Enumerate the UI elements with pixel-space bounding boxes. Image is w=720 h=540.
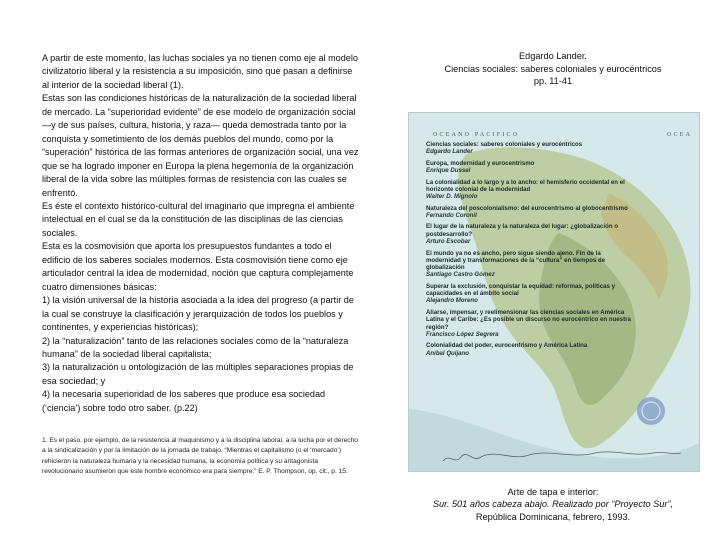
book-cover-image [408,112,700,472]
toc-title: Colonialidad del poder, eurocentrismo y América Latina [426,342,588,350]
toc-title: Europa, modernidad y eurocentrismo [426,159,535,167]
ocean-label-pacific: OCEANO PACIFICO [433,132,520,138]
source-credit [408,50,698,88]
toc-author: Francisco López Segrera [426,330,499,338]
toc-entry [426,283,634,305]
emblem [637,397,665,425]
dimension-3: 3) la naturalización u ontologización de las múltiples separaciones propias de esa sociedad; y [42,362,354,386]
credit-title: Ciencias sociales: saberes coloniales y eurocéntricos [444,63,662,74]
toc-author: Alejandro Moreno [426,297,478,305]
toc-title: El mundo ya no es ancho, pero sigue siendo ajeno. Fin de la modernidad y transformaciones de la “cultura” en tiempos de globalización [426,249,606,272]
caption-line-2: Sur. 501 años cabeza abajo. Realizado por “Proyecto Sur”, [432,499,674,510]
paragraph-2: Estas son las condiciones históricas de la naturalización de la sociedad liberal de mercado. La “superioridad evidente” de ese modelo de organización social —y de sus países, cultura, historia, y raza— queda demostrada tanto por la conquista y sometimiento de los demás pueblos del mundo, como por la “superación” histórica de las formas anteriores de organización social, una vez que se ha logrado imponer en Europa la plena hegemonía de la organización liberal de la vida sobre las múltiples formas de resistencia con las cuales se enfrentó. [42,93,359,198]
caption-line-1: Arte de tapa e interior: [507,487,599,497]
toc-author: Fernando Coronil [426,211,477,219]
dimension-2: 2) la “naturalización” tanto de las relaciones sociales como de la “naturaleza humana” de la sociedad liberal capitalista; [42,335,349,359]
toc-title: Naturaleza del poscolonialismo: del eurocentrismo al globocentrismo [426,204,628,212]
footnote-text: 1. Es el paso, por ejemplo, de la resistencia al maquinismo y a la disciplina laboral, a la lucha por el derecho a la sindicalización y por la limitación de la jornada de trabajo. “Mientras el capitalismo (o el ‘mercado’) rehicieron la naturaleza humana y la necesidad humana, la economía política y su antagonista revolucionario asumieron que este hombre económico era para siempre.” E. P. Thompson, op. cit., p. 15. [42,437,358,476]
toc-title: Aliarse, impensar, y reelimensionar las ciencias sociales en América Latina y el Caribe: ¿Es posible un discurso no eurocéntrico en nuestra región? [426,308,631,331]
credit-pages: pp. 11-41 [533,76,573,86]
toc-entry [426,141,634,156]
ocean-label-right: OCEA [667,132,693,138]
image-caption [408,486,698,523]
toc-entry [426,223,634,245]
toc-title: La colonialidad a lo largo y a lo ancho: el hemisferio occidental en el horizonte colonial de la modernidad [426,178,625,193]
toc-author: Walter D. Mignolo [426,193,478,201]
toc-entry [426,309,634,338]
caption-line-3: República Dominicana, febrero, 1993. [475,511,631,522]
toc-entry [426,250,634,279]
dimension-1: 1) la visión universal de la historia asociada a la idea del progreso (a partir de la cual se construye la clasificación y jerarquización de todos los pueblos y continentes, y experiencias históricas); [42,295,354,333]
toc-title: Superar la exclusión, conquistar la equidad: reformas, políticas y capacidades en el ámbito social [426,282,615,298]
toc-title: Ciencias sociales: saberes coloniales y eurocéntricos [426,141,583,148]
paragraph-4: Esta es la cosmovisión que aporta los presupuestos fundantes a todo el edificio de los saberes sociales modernos. Esta cosmovisión tiene como eje articulador central la idea de modernidad, noción que captura complejamente cuatro dimensiones básicas: [42,241,354,292]
main-text [42,52,360,415]
toc-entry [426,342,634,357]
toc-author: Aníbal Quijano [426,349,469,357]
footnote [42,436,360,478]
toc-author: Arturo Escobar [426,238,471,246]
credit-author: Edgardo Lander. [519,51,587,61]
toc-author: Enrique Dussel [426,167,471,175]
toc-author: Edgardo Lander [426,148,473,156]
toc-entry [426,179,634,201]
paragraph-3: Es éste el contexto histórico-cultural del imaginario que impregna el ambiente intelectual en el cual se da la constitución de las disciplinas de las ciencias sociales. [42,200,355,238]
dimension-4: 4) la necesaria superioridad de los saberes que produce esa sociedad (‘ciencia’) sobre todo otro saber. (p.22) [42,389,326,413]
toc-title: El lugar de la naturaleza y la naturaleza del lugar: ¿globalización o postdesarrollo? [426,223,619,238]
toc-author: Santiago Castro Gómez [426,271,495,279]
toc-entry [426,205,634,220]
paragraph-1: A partir de este momento, las luchas sociales ya no tienen como eje al modelo civilizatorio liberal y la resistencia a su imposición, sino que pasan a definirse al interior de la sociedad liberal (1). [42,53,358,90]
cover-table-of-contents [426,141,634,361]
toc-entry [426,160,634,175]
